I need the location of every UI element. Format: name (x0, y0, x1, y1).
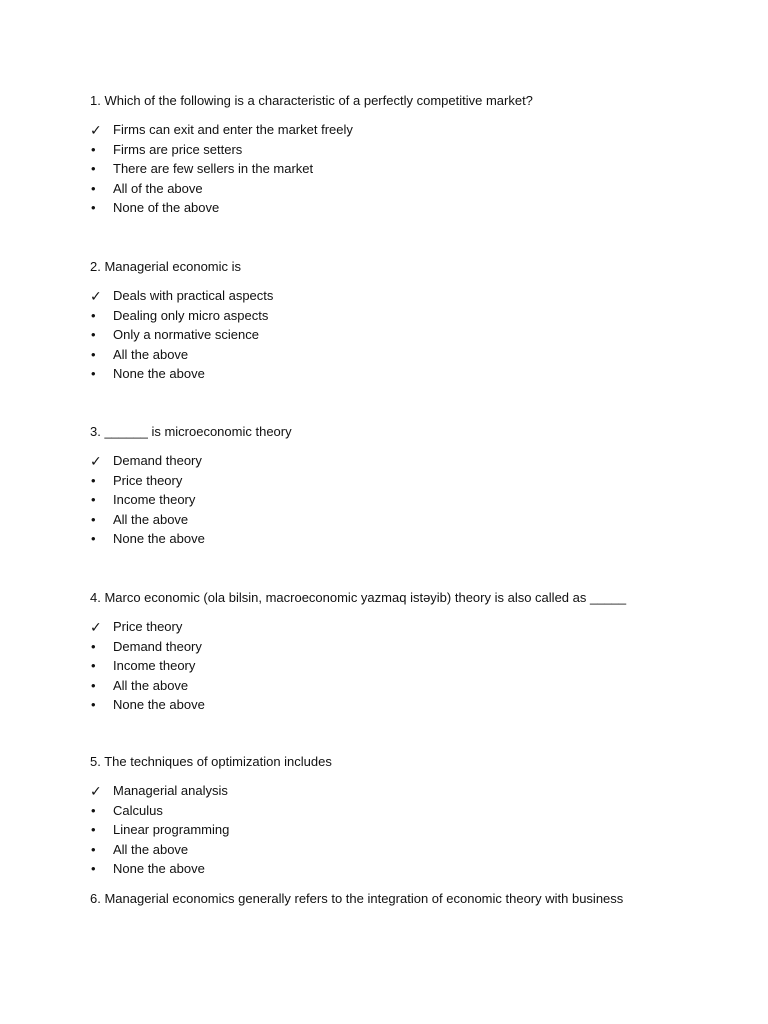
question-text: 4. Marco economic (ola bilsin, macroeconomic yazmaq istəyib) theory is also called as _____ (90, 590, 627, 605)
answer-list (90, 619, 730, 717)
option-text: Linear programming (113, 822, 230, 838)
check-icon: ✓ (90, 783, 102, 799)
question-text: 6. Managerial economics generally refers to the integration of economic theory with business (90, 891, 624, 906)
option-text: Deals with practical aspects (113, 288, 274, 303)
bullet-icon: • (91, 511, 96, 527)
option-text: None the above (113, 531, 205, 547)
question-text: 5. The techniques of optimization includes (90, 754, 332, 769)
option-text: Price theory (113, 472, 183, 488)
option-text: Price theory (113, 619, 183, 634)
answer-option (90, 288, 730, 308)
option-text: Firms can exit and enter the market freely (113, 122, 353, 137)
answer-list (90, 288, 730, 386)
check-icon: ✓ (90, 122, 102, 138)
answer-option (90, 347, 730, 367)
answer-option (90, 181, 730, 201)
bullet-icon: • (91, 841, 96, 857)
option-text: All the above (113, 841, 189, 857)
option-text: None of the above (113, 200, 220, 216)
question-text: 3. ______ is microeconomic theory (90, 424, 292, 439)
answer-option (90, 512, 730, 532)
answer-option (90, 842, 730, 862)
answer-option (90, 366, 730, 386)
answer-option (90, 861, 730, 881)
answer-option (90, 619, 730, 639)
check-icon: ✓ (90, 453, 102, 469)
option-text: Calculus (113, 802, 163, 818)
answer-option (90, 453, 730, 473)
option-text: All the above (113, 511, 189, 527)
bullet-icon: • (91, 861, 96, 877)
bullet-icon: • (91, 822, 96, 838)
answer-option (90, 697, 730, 717)
answer-option (90, 142, 730, 162)
question-5 (90, 754, 730, 881)
question-2 (90, 259, 730, 386)
answer-option (90, 531, 730, 551)
answer-option (90, 822, 730, 842)
bullet-icon: • (91, 677, 96, 693)
answer-option (90, 783, 730, 803)
answer-list (90, 783, 730, 881)
question-3 (90, 424, 730, 551)
answer-list (90, 122, 730, 220)
bullet-icon: • (91, 307, 96, 323)
bullet-icon: • (91, 346, 96, 362)
bullet-icon: • (91, 492, 96, 508)
check-icon: ✓ (90, 619, 102, 635)
answer-option (90, 308, 730, 328)
option-text: Only a normative science (113, 327, 259, 343)
answer-option (90, 473, 730, 493)
answer-option (90, 803, 730, 823)
answer-option (90, 161, 730, 181)
bullet-icon: • (91, 141, 96, 157)
question-4 (90, 590, 730, 717)
question-text: 2. Managerial economic is (90, 259, 242, 274)
option-text: All the above (113, 346, 189, 362)
bullet-icon: • (91, 531, 96, 547)
question-1 (90, 93, 730, 220)
answer-option (90, 658, 730, 678)
option-text: All of the above (113, 180, 203, 196)
option-text: None the above (113, 861, 205, 877)
answer-option (90, 492, 730, 512)
option-text: All the above (113, 677, 189, 693)
question-6 (90, 891, 730, 907)
bullet-icon: • (91, 200, 96, 216)
option-text: Managerial analysis (113, 783, 228, 798)
question-text: 1. Which of the following is a characteristic of a perfectly competitive market? (90, 93, 533, 108)
answer-option (90, 122, 730, 142)
option-text: There are few sellers in the market (113, 161, 314, 177)
option-text: Dealing only micro aspects (113, 307, 269, 323)
option-text: None the above (113, 366, 205, 382)
option-text: Demand theory (113, 638, 202, 654)
bullet-icon: • (91, 161, 96, 177)
answer-option (90, 200, 730, 220)
answer-option (90, 327, 730, 347)
answer-option (90, 678, 730, 698)
bullet-icon: • (91, 180, 96, 196)
bullet-icon: • (91, 697, 96, 713)
check-icon: ✓ (90, 288, 102, 304)
answer-option (90, 639, 730, 659)
bullet-icon: • (91, 802, 96, 818)
answer-list (90, 453, 730, 551)
bullet-icon: • (91, 638, 96, 654)
option-text: Income theory (113, 492, 196, 508)
option-text: Demand theory (113, 453, 202, 468)
bullet-icon: • (91, 366, 96, 382)
option-text: None the above (113, 697, 205, 713)
option-text: Firms are price setters (113, 141, 243, 157)
bullet-icon: • (91, 658, 96, 674)
bullet-icon: • (91, 327, 96, 343)
option-text: Income theory (113, 658, 196, 674)
bullet-icon: • (91, 472, 96, 488)
